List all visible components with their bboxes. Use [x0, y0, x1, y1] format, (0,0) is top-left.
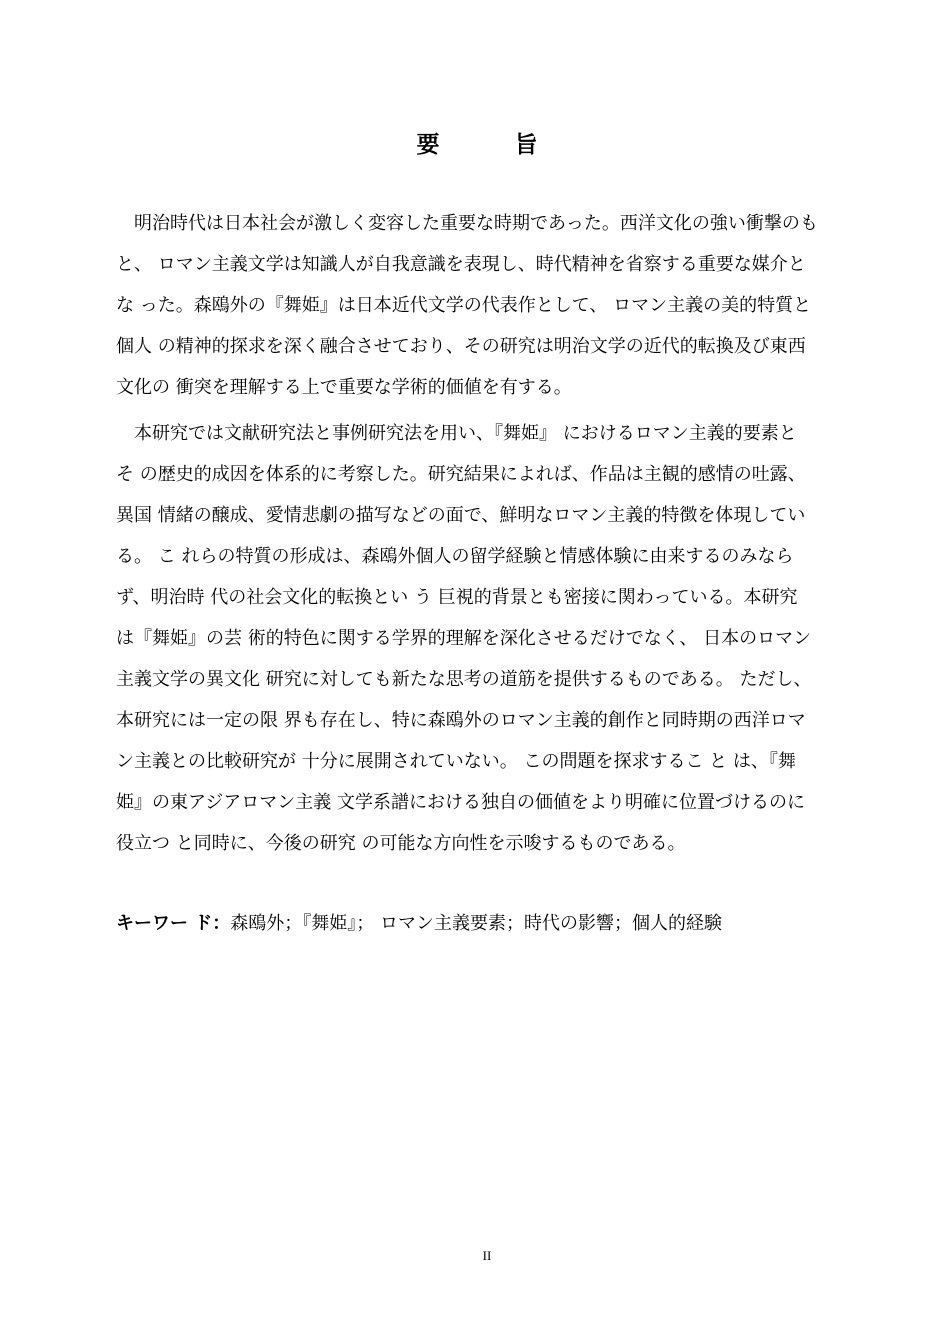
text-line: 本研究では文献研究法と事例研究法を用い、『舞姫』 におけるロマン主義的要素と: [116, 423, 797, 444]
page-number: II: [482, 1248, 492, 1263]
text-line: な った。森鴎外の『舞姫』は日本近代文学の代表作として、 ロマン主義の美的特質と: [116, 295, 812, 316]
text-line: 本研究には一定の限 界も存在し、特に森鴎外のロマン主義的創作と同時期の西洋ロマ: [116, 710, 806, 731]
text-line: 役立つ と同時に、今後の研究 の可能な方向性を示唆するものである。: [116, 833, 686, 854]
page-title: 要 旨: [416, 132, 564, 158]
text-line: ず、明治時 代の社会文化的転換とい う 巨視的背景とも密接に関わっている。本研究: [116, 587, 798, 608]
text-line: る。 こ れらの特質の形成は、森鴎外個人の留学経験と情感体験に由来するのみなら: [116, 546, 794, 567]
text-line: は『舞姫』の芸 術的特色に関する学界的理解を深化させるだけでなく、 日本のロマン: [116, 628, 812, 649]
keywords-text: 森鴎外；『舞姫』； ロマン主義要素；時代の影響；個人的経験: [230, 913, 722, 934]
text-line: 主義文学の異文化 研究に対しても新たな思考の道筋を提供するものである。 ただし、: [116, 669, 812, 690]
text-line: 個人 の精神的探求を深く融合させており、その研究は明治文学の近代的転換及び東西: [116, 336, 806, 357]
text-line: 文化の 衝突を理解する上で重要な学術的価値を有する。: [116, 377, 572, 398]
text-line: 明治時代は日本社会が激しく変容した重要な時期であった。西洋文化の強い衝撃のも: [116, 213, 818, 234]
text-line: ン主義との比較研究が 十分に展開されていない。 この問題を探求するこ と は、『舞: [116, 751, 796, 772]
text-line: そ の歴史的成因を体系的に考察した。研究結果によれば、作品は主観的感情の吐露、: [116, 464, 806, 485]
text-line: 異国 情緒の醸成、愛情悲劇の描写などの面で、鮮明なロマン主義的特徴を体現してい: [116, 505, 806, 526]
text-line: と、 ロマン主義文学は知識人が自我意識を表現し、時代精神を省察する重要な媒介と: [116, 254, 806, 275]
keywords-line: [116, 906, 722, 942]
text-line: 姫』の東アジアロマン主義 文学系譜における独自の価値をより明確に位置づけるのに: [116, 792, 805, 813]
keywords-label: キーワー ド：: [116, 913, 231, 934]
